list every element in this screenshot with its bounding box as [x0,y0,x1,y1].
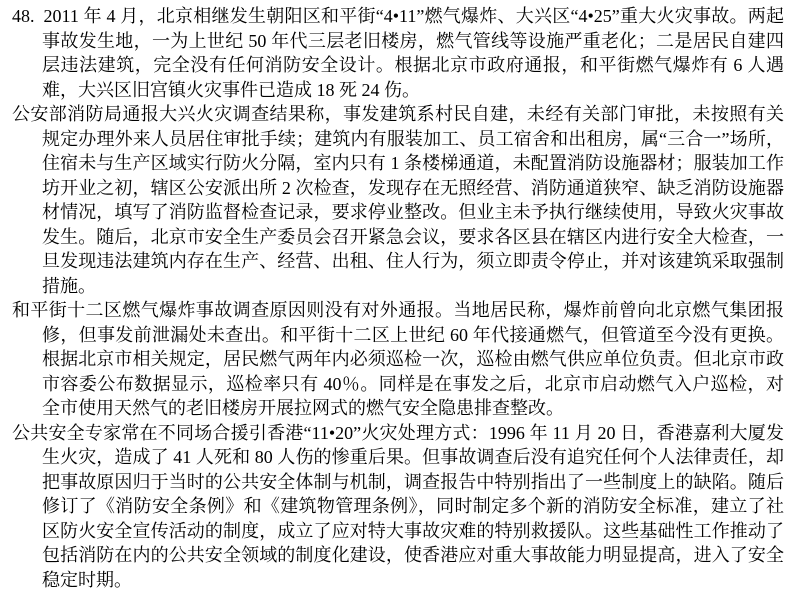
list-item-48 [12,4,784,102]
paragraph-text: 2011 年 4 月，北京相继发生朝阳区和平街“4•11”燃气爆炸、大兴区“4•25”重大火灾事故。两起事故发生地，一为上世纪 50 年代三层老旧楼房，燃气管线等设施严重老化；二是居民自建四层违法建筑，完全没有任何消防安全设计。根据北京市政府通报，和平街燃气爆炸有 6 人遇难，大兴区旧宫镇火灾事件已造成 18 死 24 伤。 [42,6,784,100]
paragraph-fire-bureau-report: 公安部消防局通报大兴火灾调查结果称，事发建筑系村民自建，未经有关部门审批，未按照有关规定办理外来人员居住审批手续；建筑内有服装加工、员工宿舍和出租房，属“三合一”场所，住宿未与生产区域实行防火分隔，室内只有 1 条楼梯通道，未配置消防设施器材；服装加工作坊开业之初，辖区公安派出所 2 次检查，发现存在无照经营、消防通道狭窄、缺乏消防设施器材情况，填写了消防监督检查记录，要求停业整改。但业主未予执行继续使用，导致火灾事故发生。随后，北京市安全生产委员会召开紧急会议，要求各区县在辖区内进行安全大检查，一旦发现违法建筑内存在生产、经营、出租、住人行为，须立即责令停止，并对该建筑采取强制措施。 [12,102,784,298]
paragraph-gas-explosion-investigation: 和平街十二区燃气爆炸事故调查原因则没有对外通报。当地居民称，爆炸前曾向北京燃气集团报修，但事发前泄漏处未查出。和平街十二区上世纪 60 年代接通燃气，但管道至今没有更换。根据北京市相关规定，居民燃气两年内必须巡检一次，巡检由燃气供应单位负责。但北京市政市容委公布数据显示，巡检率只有 40％。同样是在事发之后，北京市启动燃气入户巡检，对全市使用天然气的老旧楼房开展拉网式的燃气安全隐患排查整改。 [12,298,784,421]
paragraph-hongkong-comparison: 公共安全专家常在不同场合援引香港“11•20”火灾处理方式：1996 年 11 月 20 日，香港嘉利大厦发生火灾，造成了 41 人死和 80 人伤的惨重后果。但事故调查后没有追究任何个人法律责任，却把事故原因归于当时的公共安全体制与机制，调查报告中特别指出了一些制度上的缺陷。随后修订了《消防安全条例》和《建筑物管理条例》，同时制定多个新的消防安全标准，建立了社区防火安全宣传活动的制度，成立了应对特大事故灾难的特别救援队。这些基础性工作推动了包括消防在内的公共安全领域的制度化建设，使香港应对重大事故能力明显提高，进入了安全稳定时期。 [12,421,784,592]
list-item-number: 48. [12,4,44,29]
